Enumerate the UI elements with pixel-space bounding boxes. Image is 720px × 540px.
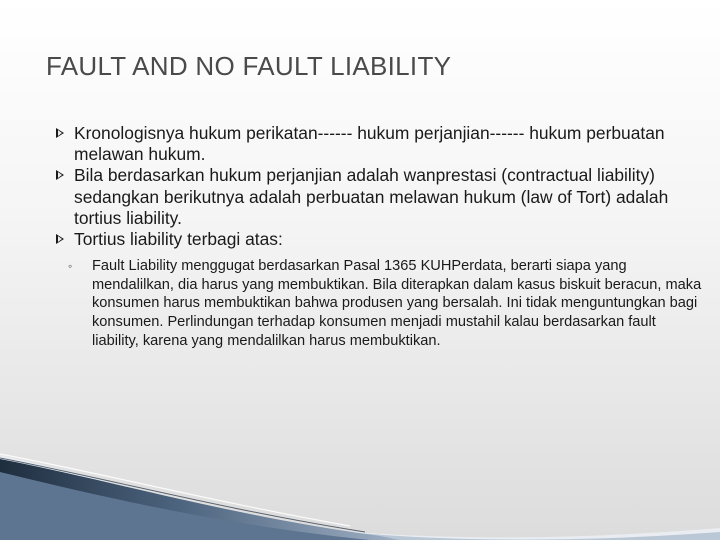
arrow-bullet-icon <box>56 234 64 244</box>
bullet-text: Tortius liability terbagi atas: <box>74 229 283 250</box>
ring-bullet-icon: ◦ <box>68 259 73 274</box>
sub-bullet-list <box>68 257 706 350</box>
decorative-wave <box>0 440 720 540</box>
arrow-bullet-icon <box>56 170 64 180</box>
bullet-item <box>56 123 706 165</box>
sub-bullet-item <box>68 257 706 350</box>
bullet-list <box>56 123 706 350</box>
bullet-item <box>56 229 706 350</box>
sub-bullet-text: Fault Liability menggugat berdasarkan Pasal 1365 KUHPerdata, berarti siapa yang mendalilkan, dia harus yang membuktikan. Bila diterapkan dalam kasus biskuit beracun, maka konsumen harus membuktikan bahwa produsen yang bersalah. Ini tidak menguntungkan bagi konsumen. Perlindungan terhadap konsumen menjadi mustahil kalau berdasarkan fault liability, karena yang mendalilkan harus membuktikan. <box>92 258 702 349</box>
arrow-bullet-icon <box>56 128 64 138</box>
bullet-item <box>56 165 706 229</box>
bullet-text: Bila berdasarkan hukum perjanjian adalah wanprestasi (contractual liability) sedangkan berikutnya adalah perbuatan melawan hukum (law of Tort) adalah tortius liability. <box>74 165 669 228</box>
bullet-text: Kronologisnya hukum perikatan------ hukum perjanjian------ hukum perbuatan melawan hukum. <box>74 123 665 165</box>
slide-title: FAULT AND NO FAULT LIABILITY <box>46 51 452 81</box>
